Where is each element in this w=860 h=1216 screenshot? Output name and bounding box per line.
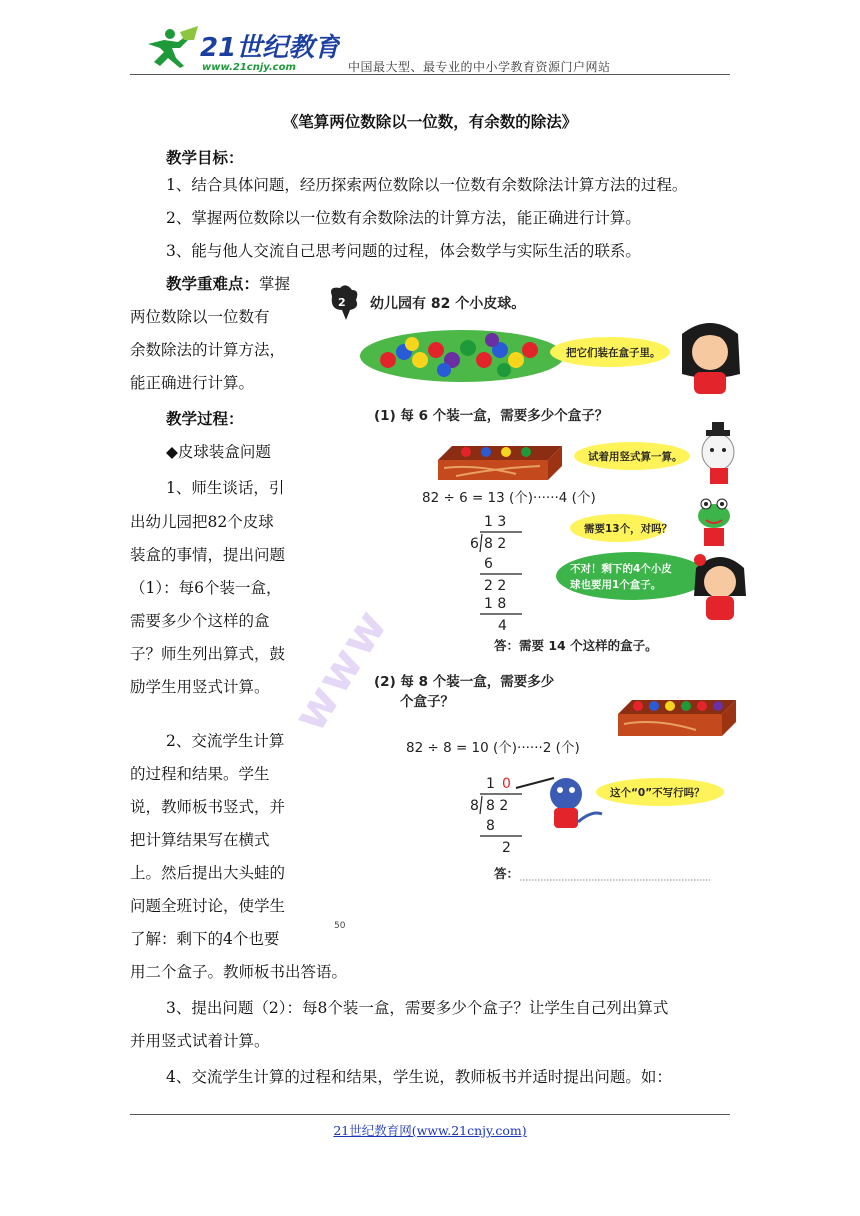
goal-item: 1、结合具体问题，经历探索两位数除以一位数有余数除法计算方法的过程。 (166, 176, 688, 194)
divisor-2: 8 (470, 798, 479, 814)
step-4-line: 4、交流学生计算的过程和结果，学生说，教师板书并适时提出问题。如： (166, 1068, 672, 1086)
badge-number: 2 (338, 296, 346, 309)
step-3-line: 并用竖式试着计算。 (130, 1032, 270, 1050)
ball-box-icon (618, 700, 736, 736)
rabbit-character-icon (702, 422, 734, 484)
runner-logo-icon (148, 26, 198, 68)
site-logo (140, 22, 340, 74)
rabbit-bubble-text: 试着用竖式算一算。 (588, 451, 683, 463)
girl-bubble-text: 把它们装在盒子里。 (566, 347, 661, 359)
step-2-line: 上。然后提出大头蛙的 (130, 864, 286, 882)
long-division-1 (470, 514, 522, 634)
step-1-line: 子？师生列出算式，鼓 (130, 645, 286, 663)
step-2-line: 问题全班讨论，使学生 (130, 897, 286, 915)
question-2: 个盒子？ (400, 694, 454, 710)
equation-2: 82 ÷ 8 = 10 (个)······2 (个) (406, 740, 580, 756)
division-step: 2 2 (484, 578, 507, 594)
step-2-line: 用二个盒子。教师板书出答语。 (130, 963, 348, 981)
division-step: 6 (484, 556, 493, 572)
step-1-line: 励学生用竖式计算。 (130, 678, 270, 696)
step-2-line: 把计算结果写在横式 (130, 831, 270, 849)
document-title: 《笔算两位数除以一位数，有余数的除法》 (282, 112, 578, 131)
quotient-1: 1 3 (484, 514, 507, 530)
question-1: (1) 每 6 个装一盒，需要多少个盒子？ (374, 408, 609, 424)
equation-1: 82 ÷ 6 = 13 (个)······4 (个) (422, 490, 596, 506)
key-points-line (166, 274, 290, 294)
logo-url: www.21cnjy.com (202, 62, 296, 73)
ball-plate-icon (360, 330, 564, 382)
watermark: www (282, 598, 399, 741)
girl2-bubble-text: 不对！剩下的4个小皮 (570, 563, 672, 575)
goal-item: 3、能与他人交流自己思考问题的过程，体会数学与实际生活的联系。 (166, 242, 641, 260)
quotient-2-zero: 0 (502, 776, 511, 792)
division-step: 1 8 (484, 596, 507, 612)
step-1-line: 1、师生谈话，引 (166, 479, 285, 497)
key-points-line: 两位数除以一位数有 (130, 308, 270, 326)
footer-divider (130, 1114, 730, 1115)
girl-character-icon (682, 323, 740, 394)
dividend-2: 8 2 (486, 798, 509, 814)
speech-bubble (596, 778, 724, 806)
quotient-2: 1 (486, 776, 495, 792)
goals-heading: 教学目标： (166, 148, 244, 167)
step-2-line: 2、交流学生计算 (166, 732, 285, 750)
step-1-line: （1）：每6个装一盒， (130, 579, 282, 597)
leaf-badge-icon (331, 285, 357, 320)
step-2-line: 说，教师板书竖式，并 (130, 798, 286, 816)
divisor-1: 6 (470, 536, 479, 552)
question-2: (2) 每 8 个装一盒，需要多少 (374, 674, 555, 690)
step-2-line: 的过程和结果。学生 (130, 765, 270, 783)
remainder-1: 4 (498, 618, 507, 634)
step-1-line: 需要多少个这样的盒 (130, 612, 270, 630)
section-heading: ◆皮球装盒问题 (166, 443, 271, 461)
goal-item: 2、掌握两位数除以一位数有余数除法的计算方法，能正确进行计算。 (166, 209, 641, 227)
page-number: 50 (334, 921, 346, 931)
footer-site-link[interactable]: 21世纪教育网(www.21cnjy.com) (333, 1123, 527, 1138)
key-points-line: 余数除法的计算方法， (130, 341, 286, 359)
dividend-1: 8 2 (484, 536, 507, 552)
speech-bubble (574, 442, 690, 470)
step-2-line: 了解：剩下的4个也要 (130, 930, 280, 948)
key-points-line: 能正确进行计算。 (130, 374, 255, 392)
intro-text: 幼儿园有 82 个小皮球。 (370, 296, 526, 312)
process-heading: 教学过程： (166, 409, 244, 428)
division-step: 8 (486, 818, 495, 834)
step-3-line: 3、提出问题（2）：每8个装一盒，需要多少个盒子？让学生自己列出算式 (166, 999, 669, 1017)
header-divider (130, 74, 730, 75)
cat-bubble-text: 这个“0”不写行吗？ (610, 787, 705, 799)
girl2-character-icon (694, 554, 746, 620)
frog-character-icon (698, 499, 730, 546)
ball-box-icon (438, 446, 562, 480)
girl2-bubble-text: 球也要用1个盒子。 (570, 579, 662, 591)
speech-bubble (570, 514, 672, 542)
textbook-figure (326, 282, 756, 932)
step-1-line: 出幼儿园把82个皮球 (130, 513, 274, 531)
logo-text: 21世纪教育 (200, 33, 340, 63)
key-points-heading: 教学重难点： (166, 274, 260, 293)
frog-bubble-text: 需要13个，对吗？ (584, 523, 673, 535)
site-tagline: 中国最大型、最专业的中小学教育资源门户网站 (348, 60, 611, 74)
step-1-line: 装盒的事情，提出问题 (130, 546, 286, 564)
cat-character-icon (516, 778, 602, 828)
answer-2-label: 答： (494, 866, 520, 881)
long-division-2 (470, 776, 522, 856)
speech-bubble (550, 337, 670, 367)
answer-1: 答：需要 14 个这样的盒子。 (494, 638, 658, 653)
key-points-text: 掌握 (259, 275, 291, 293)
speech-bubble (556, 552, 708, 600)
remainder-2: 2 (502, 840, 511, 856)
